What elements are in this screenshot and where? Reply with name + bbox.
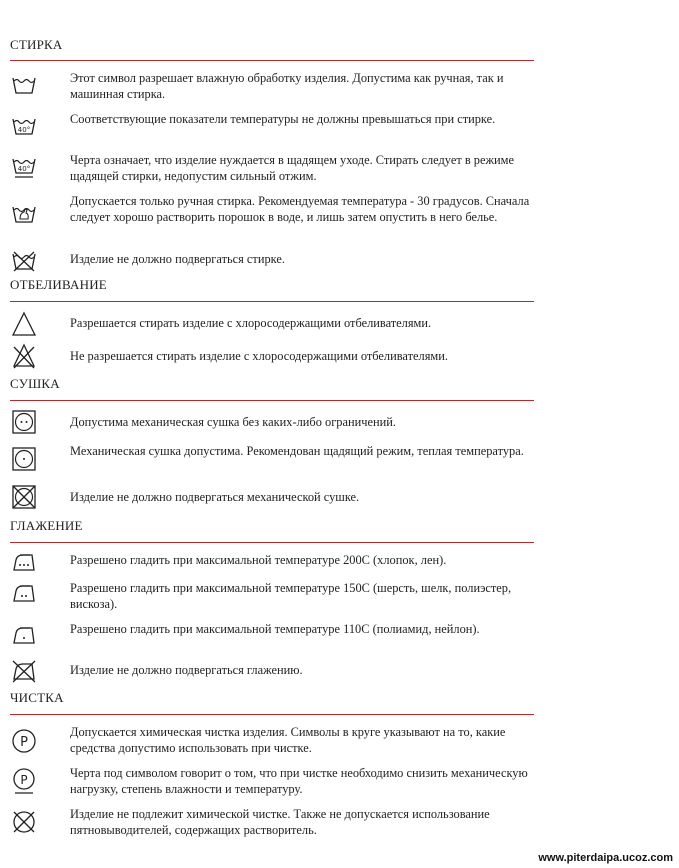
do-not-tumble-dry-icon — [10, 483, 38, 511]
iron-low-icon — [10, 621, 38, 649]
iron-high-icon — [10, 548, 38, 576]
dry-clean-p-icon — [10, 727, 38, 755]
item-text: Разрешено гладить при максимальной температуре 150С (шерсть, шелк, полиэстер, вискоза). — [70, 581, 512, 611]
wash-tub-icon — [10, 72, 38, 100]
bleach-triangle-icon — [10, 310, 38, 338]
section-divider — [10, 542, 534, 543]
item-text: Изделие не подлежит химической чистке. Также не допускается использование пятновыводителей, содержащих растворитель. — [70, 807, 490, 837]
item-text: Разрешено гладить при максимальной температуре 110С (полиамид, нейлон). — [70, 622, 480, 636]
section-title: ГЛАЖЕНИЕ — [10, 518, 83, 533]
item-text: Допускается только ручная стирка. Рекомендуемая температура - 30 градусов. Сначала следует хорошо растворить порошок в воде, и лишь затем опустить в него белье. — [70, 194, 530, 224]
section-divider — [10, 60, 534, 61]
svg-text:P: P — [20, 773, 28, 787]
wash-40-gentle-icon — [10, 154, 38, 182]
svg-text:P: P — [20, 735, 28, 750]
watermark: www.piterdaipa.ucoz.com — [538, 852, 673, 864]
item-text: Разрешается стирать изделие с хлоросодержащими отбеливателями. — [70, 316, 432, 330]
item-text: Механическая сушка допустима. Рекомендован щадящий режим, теплая температура. — [70, 444, 524, 458]
item-text: Разрешено гладить при максимальной температуре 200С (хлопок, лен). — [70, 553, 447, 567]
item-text: Изделие не должно подвергаться стирке. — [70, 252, 285, 266]
wash-40-icon — [10, 113, 38, 141]
item-text: Не разрешается стирать изделие с хлоросодержащими отбеливателями. — [70, 349, 448, 363]
item-text: Соответствующие показатели температуры не должны превышаться при стирке. — [70, 112, 496, 126]
do-not-bleach-icon — [10, 341, 38, 369]
section-divider — [10, 400, 534, 401]
svg-text:40°: 40° — [17, 126, 31, 134]
do-not-wash-icon — [10, 247, 38, 275]
section-divider — [10, 301, 534, 302]
dry-clean-p-gentle-icon — [10, 767, 38, 795]
item-text: Черта означает, что изделие нуждается в щадящем уходе. Стирать следует в режиме щадящей стирки, недопустим сильный отжим. — [70, 153, 515, 183]
svg-text:40°: 40° — [17, 165, 31, 173]
section-title: ЧИСТКА — [10, 690, 64, 705]
item-text: Допускается химическая чистка изделия. Символы в круге указывают на то, какие средства допустимо использовать при чистке. — [70, 725, 506, 755]
section-title: СТИРКА — [10, 37, 63, 52]
section-title: СУШКА — [10, 376, 60, 391]
hand-wash-icon — [10, 201, 38, 229]
item-text: Изделие не должно подвергаться механической сушке. — [70, 490, 360, 504]
do-not-dry-clean-icon — [10, 808, 38, 836]
do-not-iron-icon — [10, 656, 38, 684]
tumble-dry-low-icon — [10, 445, 38, 473]
section-title: ОТБЕЛИВАНИЕ — [10, 277, 107, 292]
item-text: Черта под символом говорит о том, что при чистке необходимо снизить механическую нагрузку, степень влажности и температуру. — [70, 766, 528, 796]
tumble-dry-normal-icon — [10, 408, 38, 436]
item-text: Этот символ разрешает влажную обработку изделия. Допустима как ручная, так и машинная стирка. — [70, 71, 504, 101]
iron-medium-icon — [10, 579, 38, 607]
item-text: Изделие не должно подвергаться глажению. — [70, 663, 303, 677]
section-divider — [10, 714, 534, 715]
item-text: Допустима механическая сушка без каких-либо ограничений. — [70, 415, 396, 429]
